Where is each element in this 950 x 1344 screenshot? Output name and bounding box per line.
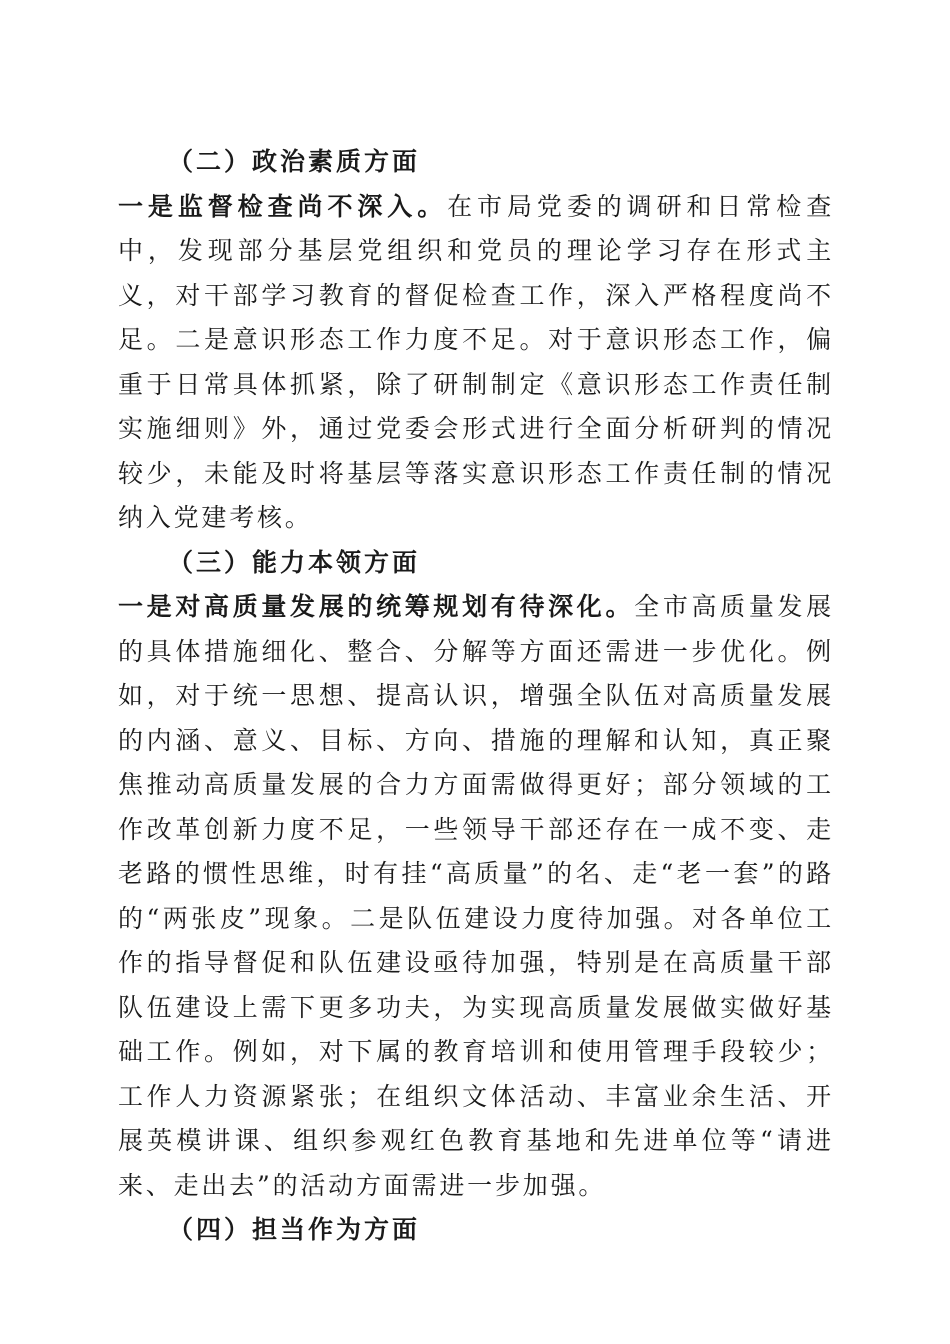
- lead-sentence: 一是监督检查尚不深入。: [118, 191, 448, 221]
- section-heading-ability: （三）能力本领方面: [168, 547, 421, 577]
- lead-sentence: 一是对高质量发展的统筹规划有待深化。: [118, 592, 635, 621]
- section-heading-responsibility: （四）担当作为方面: [168, 1215, 421, 1244]
- section-body-ability: [118, 585, 834, 1208]
- section-body-political: [118, 185, 834, 541]
- body-text: 全市高质量发展的具体措施细化、整合、分解等方面还需进一步优化。例如，对于统一思想、提高认识，增强全队伍对高质量发展的内涵、意义、目标、方向、措施的理解和认知，真正聚焦推动高质量发展的合力方面需做得更好；部分领域的工作改革创新力度不足，一些领导干部还存在一成不变、走老路的惯性思维，时有挂“高质量”的名、走“老一套”的路的“两张皮”现象。二是队伍建设力度待加强。对各单位工作的指导督促和队伍建设亟待加强，特别是在高质量干部队伍建设上需下更多功夫，为实现高质量发展做实做好基础工作。例如，对下属的教育培训和使用管理手段较少；工作人力资源紧张；在组织文体活动、丰富业余生活、开展英模讲课、组织参观红色教育基地和先进单位等“请进来、走出去”的活动方面需进一步加强。: [118, 592, 834, 1200]
- document-page: [118, 140, 834, 1253]
- section-heading-political: （二）政治素质方面: [168, 147, 421, 176]
- body-text: 在市局党委的调研和日常检查中，发现部分基层党组织和党员的理论学习存在形式主义，对干部学习教育的督促检查工作，深入严格程度尚不足。二是意识形态工作力度不足。对于意识形态工作，偏重于日常具体抓紧，除了研制制定《意识形态工作责任制实施细则》外，通过党委会形式进行全面分析研判的情况较少，未能及时将基层等落实意识形态工作责任制的情况纳入党建考核。: [118, 191, 834, 532]
